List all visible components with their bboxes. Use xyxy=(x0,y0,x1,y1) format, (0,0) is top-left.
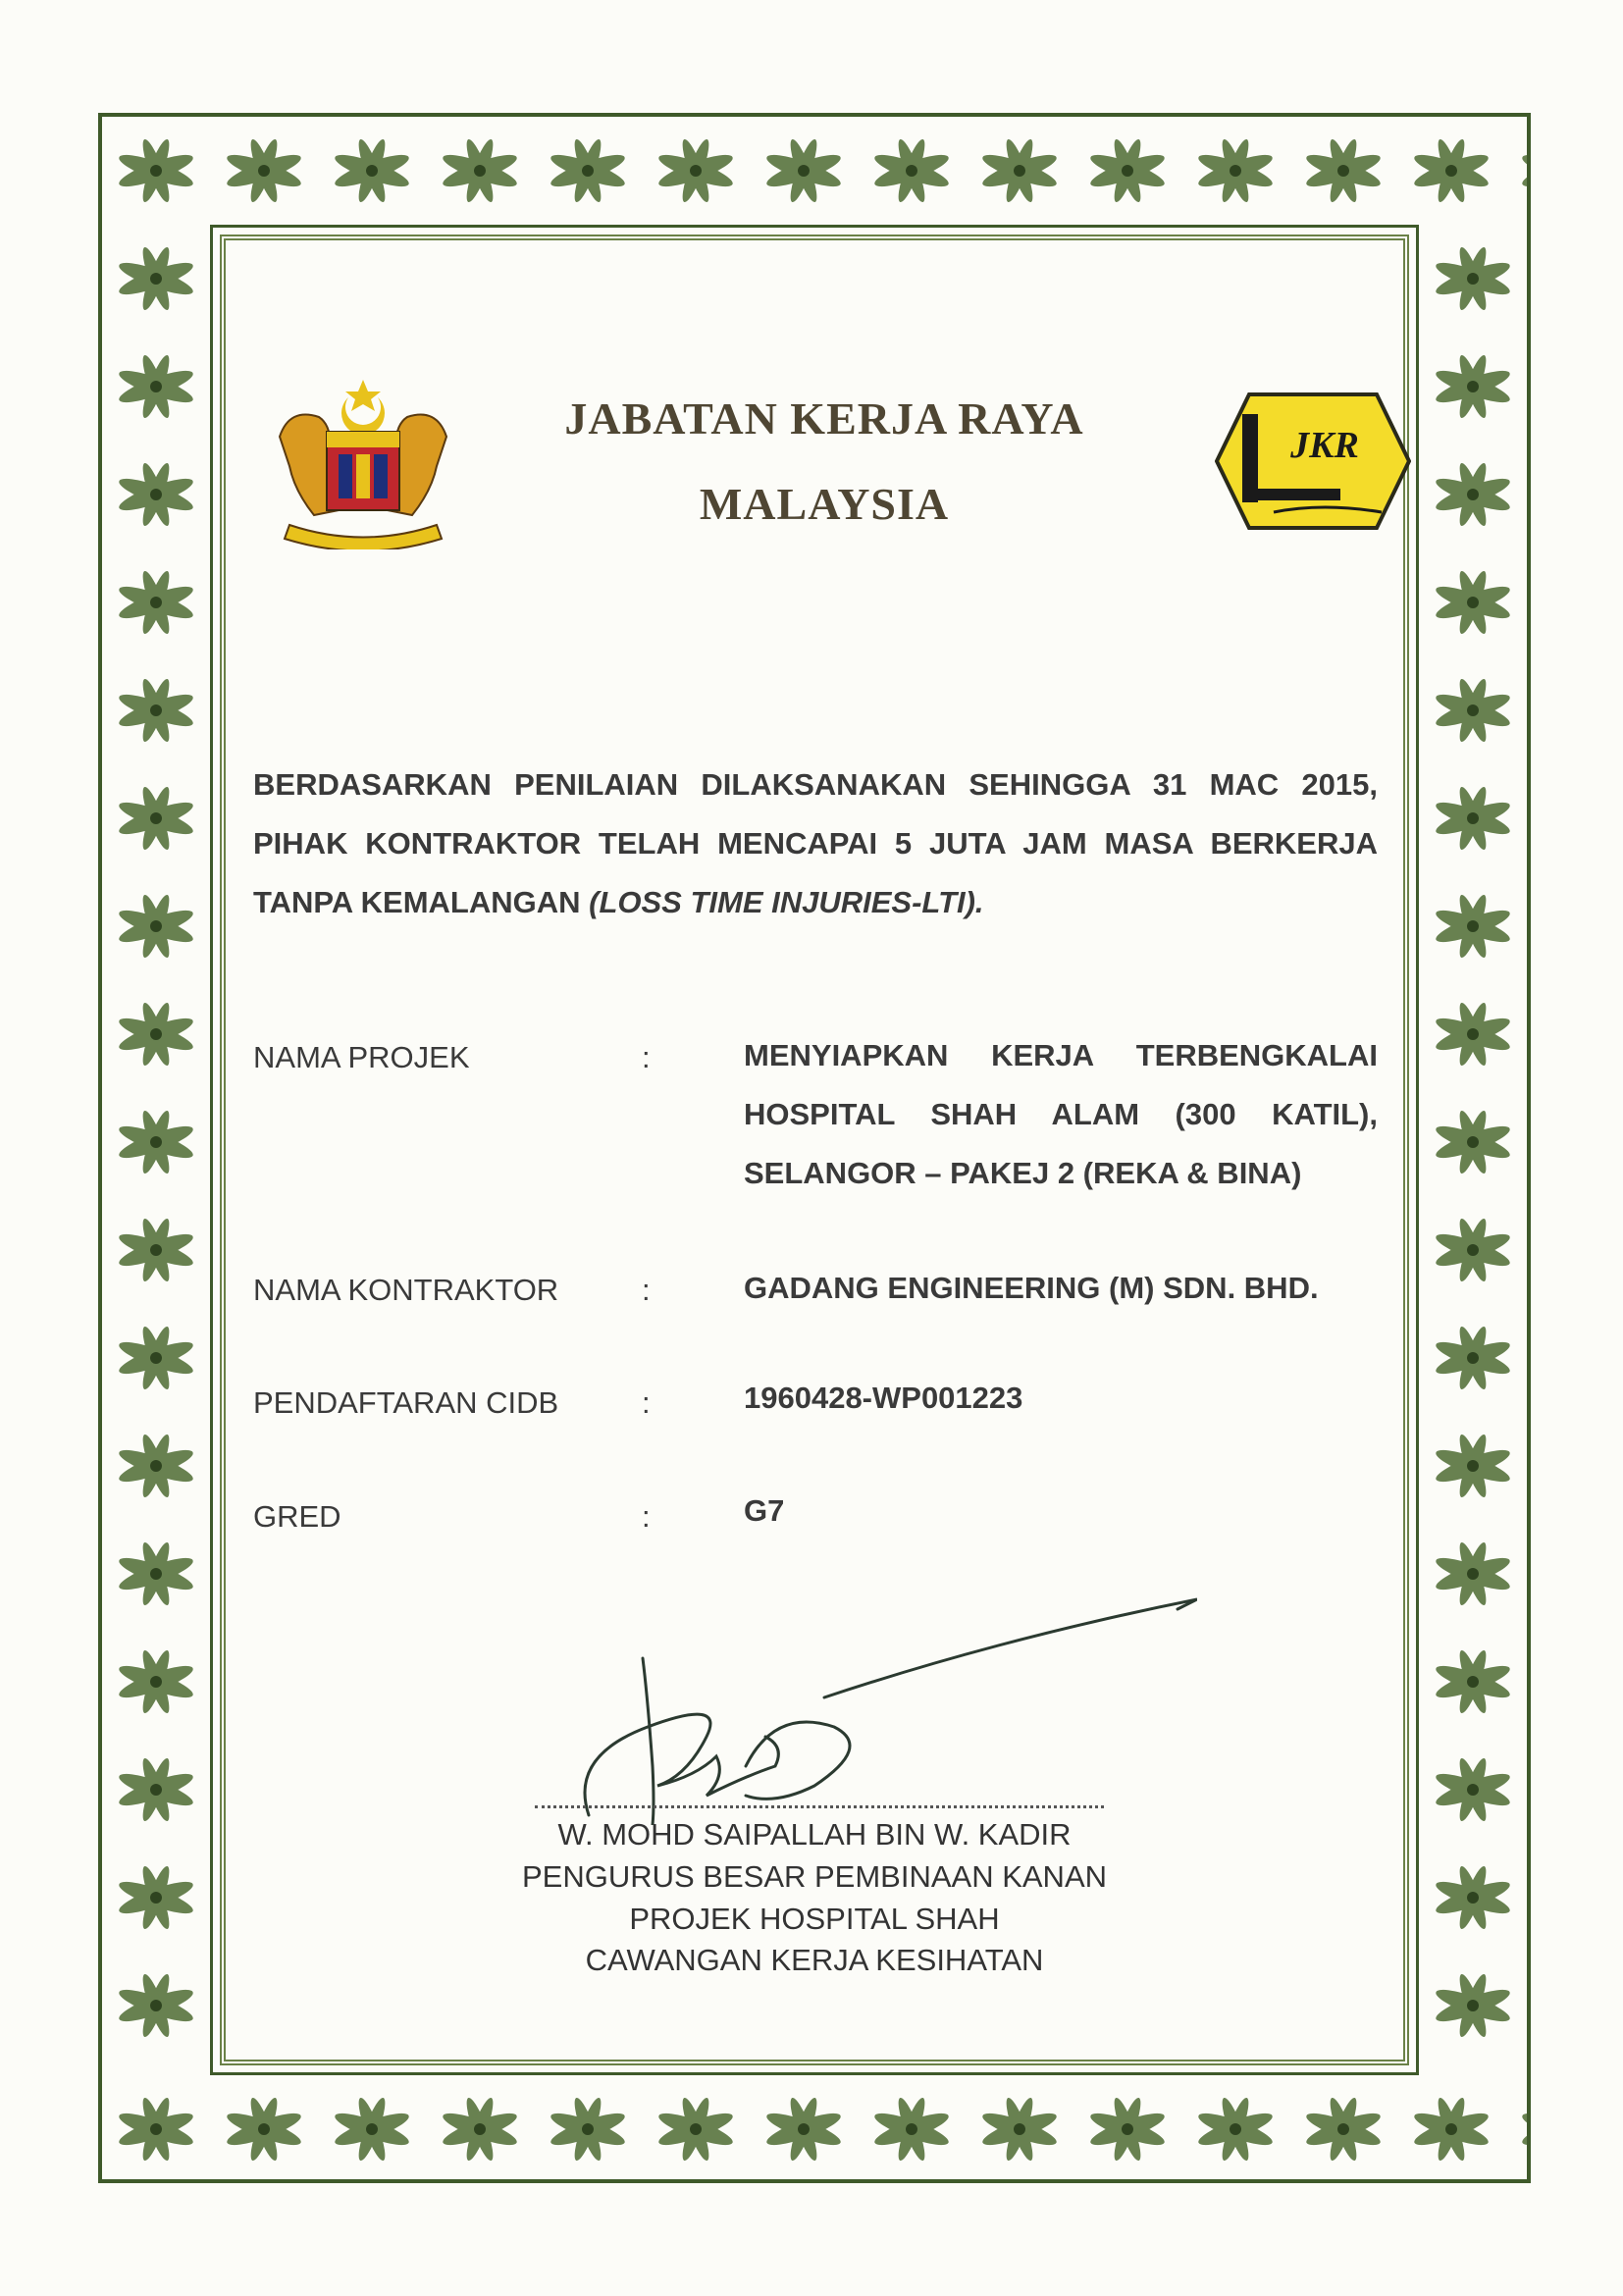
signatory-title: PENGURUS BESAR PEMBINAAN KANAN xyxy=(521,1859,1108,1894)
achievement-statement xyxy=(253,756,1378,932)
leaf-border-top xyxy=(102,117,1527,225)
agency-name-line1: JABATAN KERJA RAYA xyxy=(564,393,1084,444)
jkr-logo-icon xyxy=(1215,392,1411,530)
grade-colon: : xyxy=(642,1499,651,1534)
leaf-border-left xyxy=(102,225,210,2075)
signatory-project: PROJEK HOSPITAL SHAH xyxy=(629,1902,1000,1936)
leaf-border-bottom xyxy=(102,2075,1527,2179)
signatory-branch: CAWANGAN KERJA KESIHATAN xyxy=(585,1943,1044,1977)
jkr-logo-text: JKR xyxy=(1290,425,1359,466)
signatory-name: W. MOHD SAIPALLAH BIN W. KADIR xyxy=(557,1817,1072,1852)
handwritten-signature xyxy=(550,1590,1197,1825)
statement-text: BERDASARKAN PENILAIAN DILAKSANAKAN SEHINGGA 31 MAC 2015, PIHAK KONTRAKTOR TELAH MENCAPAI 5 JUTA JAM MASA BERKERJA TANPA KEMALANGAN xyxy=(253,767,1378,919)
statement-italic-text: (LOSS TIME INJURIES-LTI). xyxy=(589,885,984,919)
leaf-border-right xyxy=(1419,225,1527,2075)
agency-name-line2: MALAYSIA xyxy=(699,479,950,529)
contractor-name-label: NAMA KONTRAKTOR xyxy=(253,1273,559,1307)
cidb-registration-value: 1960428-WP001223 xyxy=(744,1381,1023,1415)
project-name-colon: : xyxy=(642,1040,651,1074)
grade-value: G7 xyxy=(744,1493,785,1528)
project-name-value: MENYIAPKAN KERJA TERBENGKALAI HOSPITAL SHAH ALAM (300 KATIL), SELANGOR – PAKEJ 2 (REKA & BINA) xyxy=(744,1038,1378,1190)
contractor-name-colon: : xyxy=(642,1273,651,1307)
project-name-label: NAMA PROJEK xyxy=(253,1040,470,1074)
signature-line xyxy=(535,1805,1104,1808)
coat-of-arms-icon xyxy=(260,378,466,549)
cidb-registration-label: PENDAFTARAN CIDB xyxy=(253,1385,559,1420)
cidb-registration-colon: : xyxy=(642,1385,651,1420)
grade-label: GRED xyxy=(253,1499,341,1534)
contractor-name-value: GADANG ENGINEERING (M) SDN. BHD. xyxy=(744,1271,1319,1305)
